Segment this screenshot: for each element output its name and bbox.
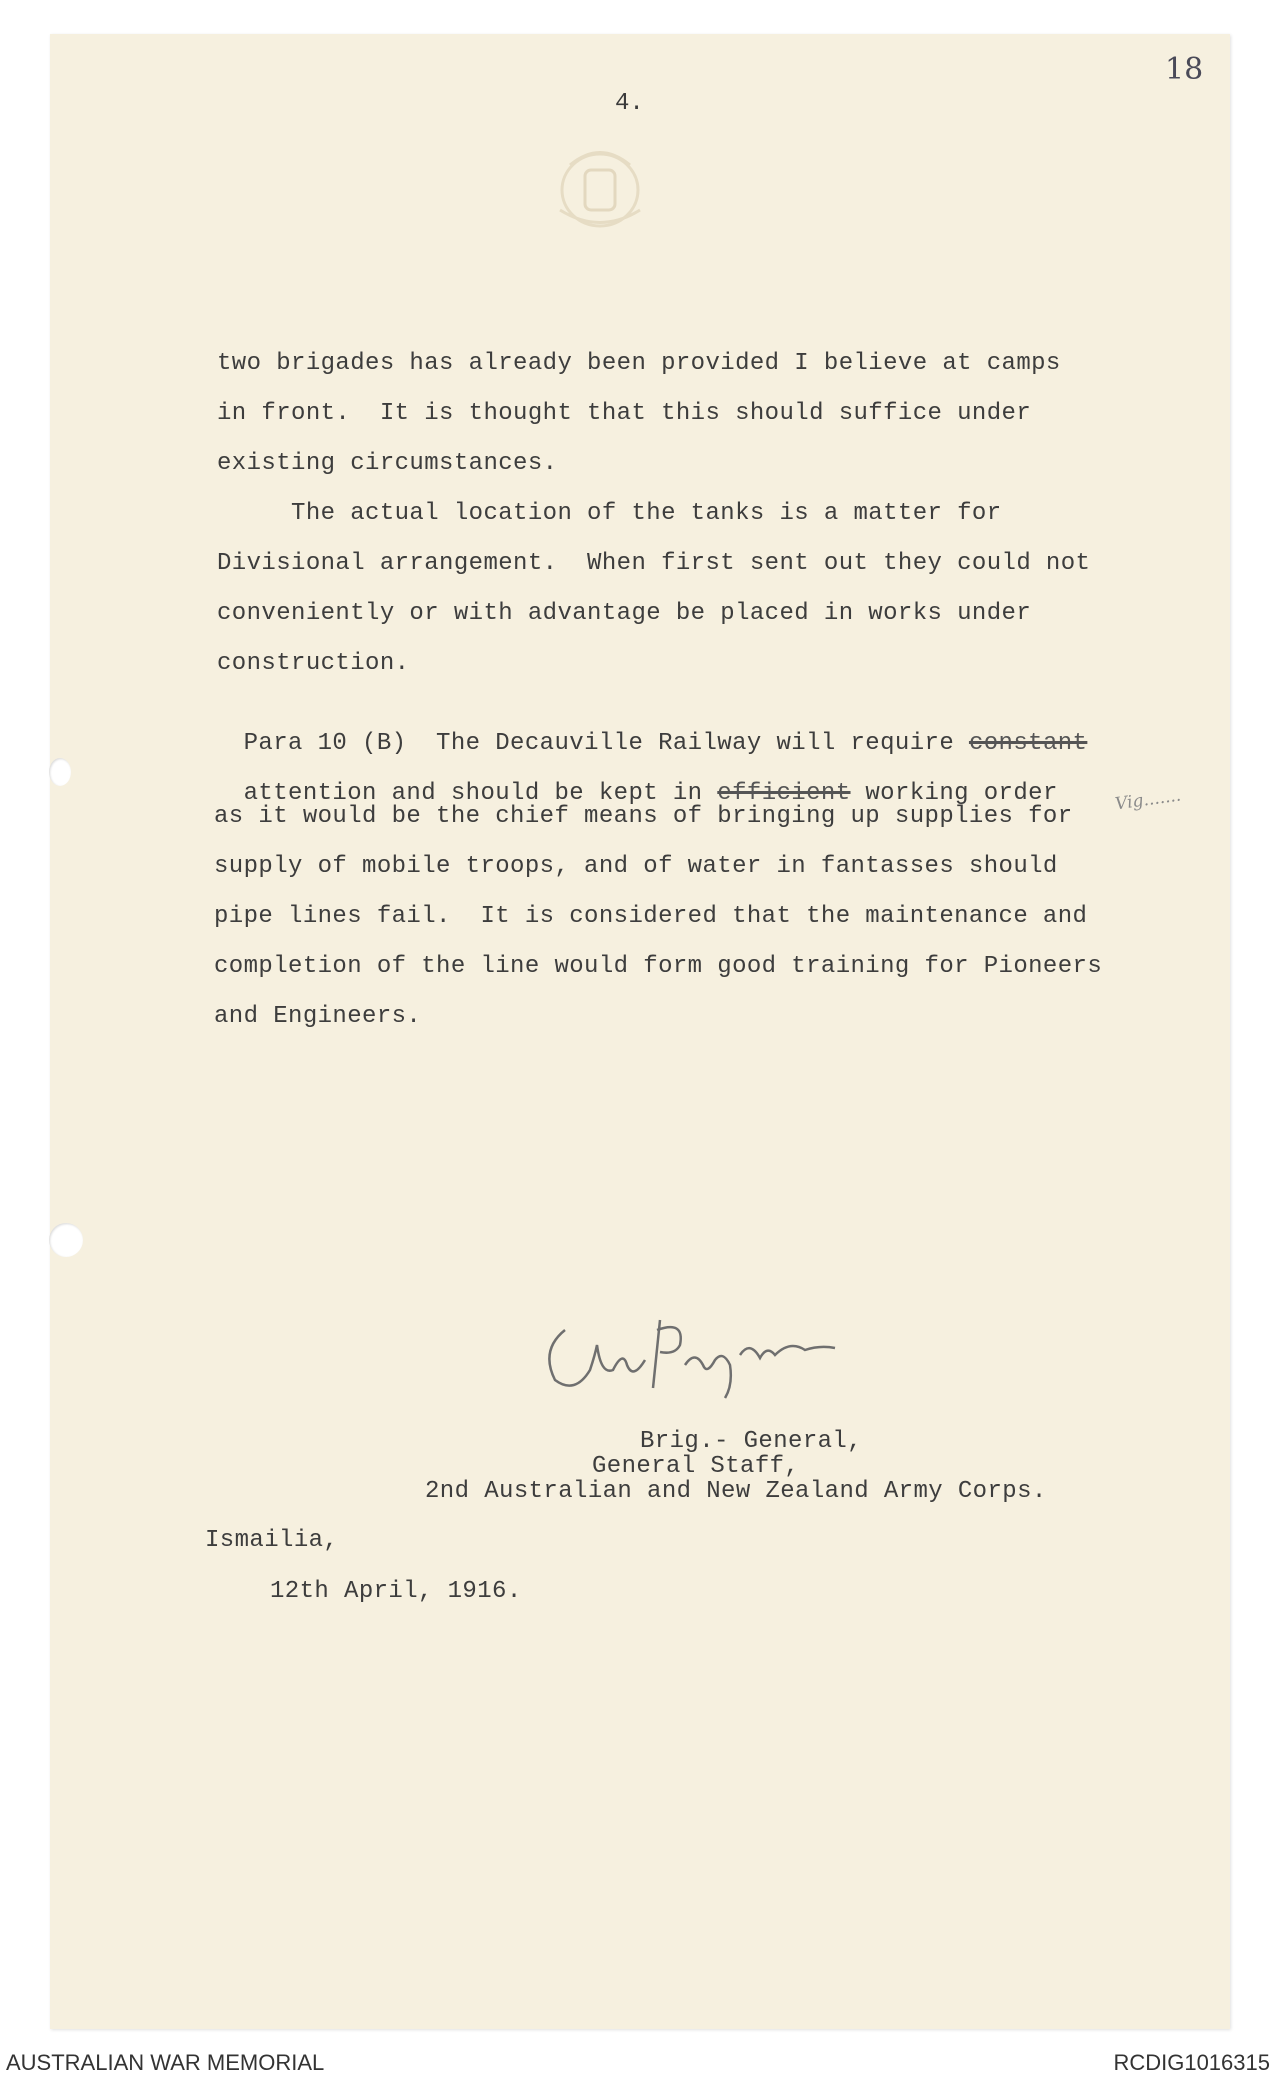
paragraph-1-line-2: in front. It is thought that this should suffice under: [217, 400, 1032, 427]
signature-rank: Brig.- General,: [640, 1428, 863, 1455]
punch-hole-top: [49, 758, 71, 786]
paragraph-2-line-4: construction.: [217, 650, 410, 677]
paragraph-3-line-1-text: Para 10 (B) The Decauville Railway will require: [243, 730, 969, 757]
paragraph-2-line-2: Divisional arrangement. When first sent out they could not: [217, 550, 1091, 577]
struck-word-efficient: efficient: [717, 780, 851, 807]
paragraph-2-line-1: The actual location of the tanks is a matter for: [217, 500, 1002, 527]
paragraph-3-line-7: and Engineers.: [214, 1003, 422, 1030]
paragraph-3-line-2: [214, 753, 1058, 807]
footer-left: AUSTRALIAN WAR MEMORIAL: [6, 2050, 325, 2075]
paragraph-3-line-2-end: working order: [850, 780, 1058, 807]
handwritten-signature: [535, 1310, 855, 1400]
document-page: [50, 34, 1230, 2029]
signature-unit: 2nd Australian and New Zealand Army Corps.: [425, 1478, 1047, 1505]
paragraph-3-line-3: as it would be the chief means of bringing up supplies for: [214, 803, 1073, 830]
paragraph-3-line-5: pipe lines fail. It is considered that the maintenance and: [214, 903, 1088, 930]
footer-right: RCDIG1016315: [1113, 2050, 1270, 2075]
paragraph-1-line-1: two brigades has already been provided I believe at camps: [217, 350, 1061, 377]
folio-number: 18: [1165, 52, 1204, 87]
paragraph-3-line-4: supply of mobile troops, and of water in fantasses should: [214, 853, 1058, 880]
page-number: 4.: [615, 90, 644, 117]
date: 12th April, 1916.: [270, 1578, 522, 1605]
punch-hole-bottom: [49, 1223, 83, 1257]
paragraph-3-line-2-start: attention and should be kept in: [243, 780, 718, 807]
embossed-crest-icon: [540, 135, 660, 245]
margin-annotation: Vig.......: [1113, 785, 1183, 815]
paragraph-3-line-1: [214, 703, 1087, 757]
place: Ismailia,: [205, 1527, 339, 1554]
paragraph-1-line-3: existing circumstances.: [217, 450, 558, 477]
signature-staff: General Staff,: [592, 1453, 800, 1480]
struck-word-constant: constant: [968, 730, 1088, 757]
paragraph-3-line-6: completion of the line would form good training for Pioneers: [214, 953, 1103, 980]
paragraph-2-line-3: conveniently or with advantage be placed in works under: [217, 600, 1032, 627]
